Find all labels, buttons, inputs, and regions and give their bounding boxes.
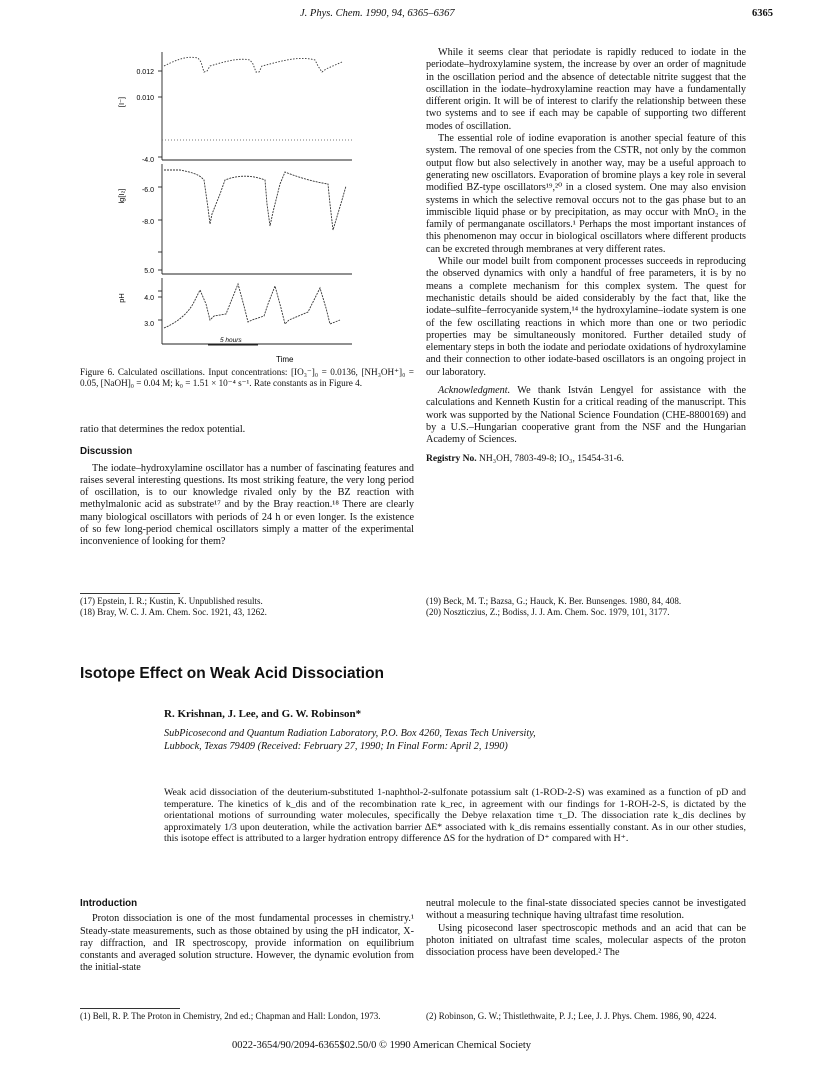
footnote-right: (2) Robinson, G. W.; Thistlethwaite, P. J.; Lee, J. J. Phys. Chem. 1986, 90, 4224. bbox=[426, 1011, 717, 1021]
paragraph: Proton dissociation is one of the most fundamental processes in chemistry.¹ Steady-state measurements, such as those obtained by using the pH indicator, X-ray diffraction, and IR spectroscopy, provide information on equilibrium constants and averaged solution structure. However, the dynamic evolution from the initial-state bbox=[80, 913, 414, 974]
paragraph: While it seems clear that periodate is rapidly reduced to iodate in the periodate–hydroxylamine system, the increase by over an order of magnitude in the oscillation period and the absence of detectable nitrite suggest that the oscillation in the iodate–hydroxylamine reaction may have a fundamentally different origin. It will be of interest to clarify the relationship between these two systems and to see if each may be capable of supporting two different modes of oscillation. bbox=[426, 47, 746, 132]
tick-label: -8.0 bbox=[141, 219, 154, 226]
references-right bbox=[426, 596, 746, 617]
footnote-rule bbox=[80, 593, 180, 594]
tick-label: 5.0 bbox=[144, 268, 154, 275]
tick-label: -6.0 bbox=[141, 187, 154, 194]
tick-label: -4.0 bbox=[141, 157, 154, 164]
iodide-curve bbox=[164, 57, 342, 72]
registry-lead: Registry No. bbox=[426, 453, 477, 464]
copyright-footer: 0022-3654/90/2094-6365$02.50/0 © 1990 American Chemical Society bbox=[232, 1040, 532, 1051]
abstract: Weak acid dissociation of the deuterium-substituted 1-naphthol-2-sulfonate potassium salt (1-ROD-2-S) was examined as a function of pD and temperature. The kinetics of k_dis and of the recombination rate k_rec, in agreement with our findings for 1-ROH-2-S, is dictated by the orientational motions of surrounding water molecules, specifically the Debye relaxation time τ_D. The dissociation rate k_dis declines by approximately 1/3 upon deuteration, while the activation barrier ΔE* associated with k_dis remains essentially constant. As in our other studies, this isotope effect is attributed to a larger hydration entropy difference ΔS for the hydration of D⁺ compared with H⁺. bbox=[164, 787, 746, 845]
footnote-left: (1) Bell, R. P. The Proton in Chemistry, 2nd ed.; Chapman and Hall: London, 1973. bbox=[80, 1011, 381, 1021]
article-authors: R. Krishnan, J. Lee, and G. W. Robinson* bbox=[164, 708, 362, 720]
paragraph: The iodate–hydroxylamine oscillator has a number of fascinating features and raises several interesting questions. Its most striking feature, the very long period of oscillation, is to our knowledge rivaled only by the BZ reaction with methylmalonic acid as substrate¹⁷ and by the Bray reaction.¹⁸ There are clearly many biological oscillators with periods of 24 h or even longer. Is the existence of so few long-period chemical oscillators simply a matter of the experimental inconvenience of looking for them? bbox=[80, 462, 414, 548]
axis-label: lg[I₂] bbox=[117, 188, 126, 204]
tick-label: 0.012 bbox=[136, 69, 154, 76]
left-column bbox=[80, 424, 414, 549]
axis-label: pH bbox=[117, 293, 126, 303]
paragraph: Using picosecond laser spectroscopic methods and an acid that can be photon initiated on ultrafast time scales, molecular aspects of the proton dissociation process have been developed.² The bbox=[426, 922, 746, 959]
x-axis-label: Time bbox=[276, 355, 294, 364]
tick-label: 4.0 bbox=[144, 295, 154, 302]
acknowledgment-text: We thank István Lengyel for assistance with the calculations and Kenneth Kustin for a critical reading of the manuscript. This work was supported by the National Science Foundation (CHE-8800169) and by a U.S.–Hungarian cooperative grant from the NSF and the Hungarian Academy of Sciences. bbox=[426, 385, 746, 446]
figure-6 bbox=[80, 44, 412, 368]
reference-item: (19) Beck, M. T.; Bazsa, G.; Hauck, K. Ber. Bunsenges. 1980, 84, 408. bbox=[426, 596, 682, 606]
iodine-curve bbox=[164, 170, 346, 230]
article-title: Isotope Effect on Weak Acid Dissociation bbox=[80, 665, 385, 682]
paragraph: The essential role of iodine evaporation is another special feature of this system. The removal of one species from the CSTR, not only by the common output flow but also selectively in another way, may be a useful approach to generating new oscillators. Evaporation of bromine plays a key role in several modified BZ-type oscillators¹⁹,²⁰ in a closed system. One may also envision systems in which the selective removal occurs not to the gas phase but to an immiscible liquid phase or by precipitation, as may occur with MnO₂ in the family of permanganate oscillators.¹ Perhaps the most important instances of this phenomenon may occur in biological oscillators where different products can be excreted through membranes at very different rates. bbox=[426, 133, 746, 255]
axis-label: [I⁻] bbox=[117, 96, 126, 108]
ph-curve bbox=[164, 284, 340, 328]
affiliation-line: Lubbock, Texas 79409 (Received: February 27, 1990; In Final Form: April 2, 1990) bbox=[164, 741, 508, 752]
intro-left bbox=[80, 898, 414, 975]
footnote-rule bbox=[80, 1008, 180, 1009]
registry-text: NH₃OH, 7803-49-8; IO₃, 15454-31-6. bbox=[476, 453, 624, 464]
reference-item: (18) Bray, W. C. J. Am. Chem. Soc. 1921, 43, 1262. bbox=[80, 606, 267, 617]
article-affiliation bbox=[164, 727, 536, 753]
page-number: 6365 bbox=[752, 8, 773, 19]
reference-item: (20) Noszticzius, Z.; Bodiss, J. J. Am. Chem. Soc. 1979, 101, 3177. bbox=[426, 606, 670, 617]
reference-item: (17) Epstein, I. R.; Kustin, K. Unpublished results. bbox=[80, 596, 263, 606]
right-column bbox=[426, 47, 746, 465]
tick-label: 3.0 bbox=[144, 321, 154, 328]
running-header: J. Phys. Chem. 1990, 94, 6365–6367 bbox=[300, 8, 455, 19]
references-left bbox=[80, 596, 414, 617]
discussion-heading: Discussion bbox=[80, 446, 133, 458]
intro-right bbox=[426, 898, 746, 959]
paragraph: While our model built from component processes succeeds in reproducing the observed dynamics with only a handful of free parameters, it is by no means a complete mechanism for this complex system. The quest for mechanistic details should be aided considerably by the fact that, like the iodate–sulfite–ferrocyanide system,¹⁴ the hydroxylamine–iodate system is one of the few oscillating reactions in which more than one or two periodic properties may be simultaneously monitored. Further detailed study of elementary steps in both the iodate and periodate oxidations of hydroxylamine and their connection to other iodate-based oscillators is an ongoing project in our laboratory. bbox=[426, 256, 746, 378]
figure-caption: Figure 6. Calculated oscillations. Input concentrations: [IO₃⁻]₀ = 0.0136, [NH₃OH⁺]₀ = 0.05, [NaOH]₀ = 0.04 M; k₀ = 1.51 × 10⁻⁴ s⁻¹. Rate constants as in Figure 4. bbox=[80, 367, 414, 389]
affiliation-line: SubPicosecond and Quantum Radiation Laboratory, P.O. Box 4260, Texas Tech University, bbox=[164, 728, 536, 739]
acknowledgment-lead: Acknowledgment. bbox=[438, 385, 511, 397]
introduction-heading: Introduction bbox=[80, 898, 138, 909]
acknowledgment bbox=[426, 385, 746, 446]
tick-label: 0.010 bbox=[136, 95, 154, 102]
scalebar-label: 5 hours bbox=[220, 337, 242, 344]
registry bbox=[426, 453, 746, 465]
paragraph: neutral molecule to the final-state dissociated species cannot be investigated without a measuring technique having ultrafast time resolution. bbox=[426, 898, 746, 922]
paragraph: ratio that determines the redox potential. bbox=[80, 424, 246, 435]
